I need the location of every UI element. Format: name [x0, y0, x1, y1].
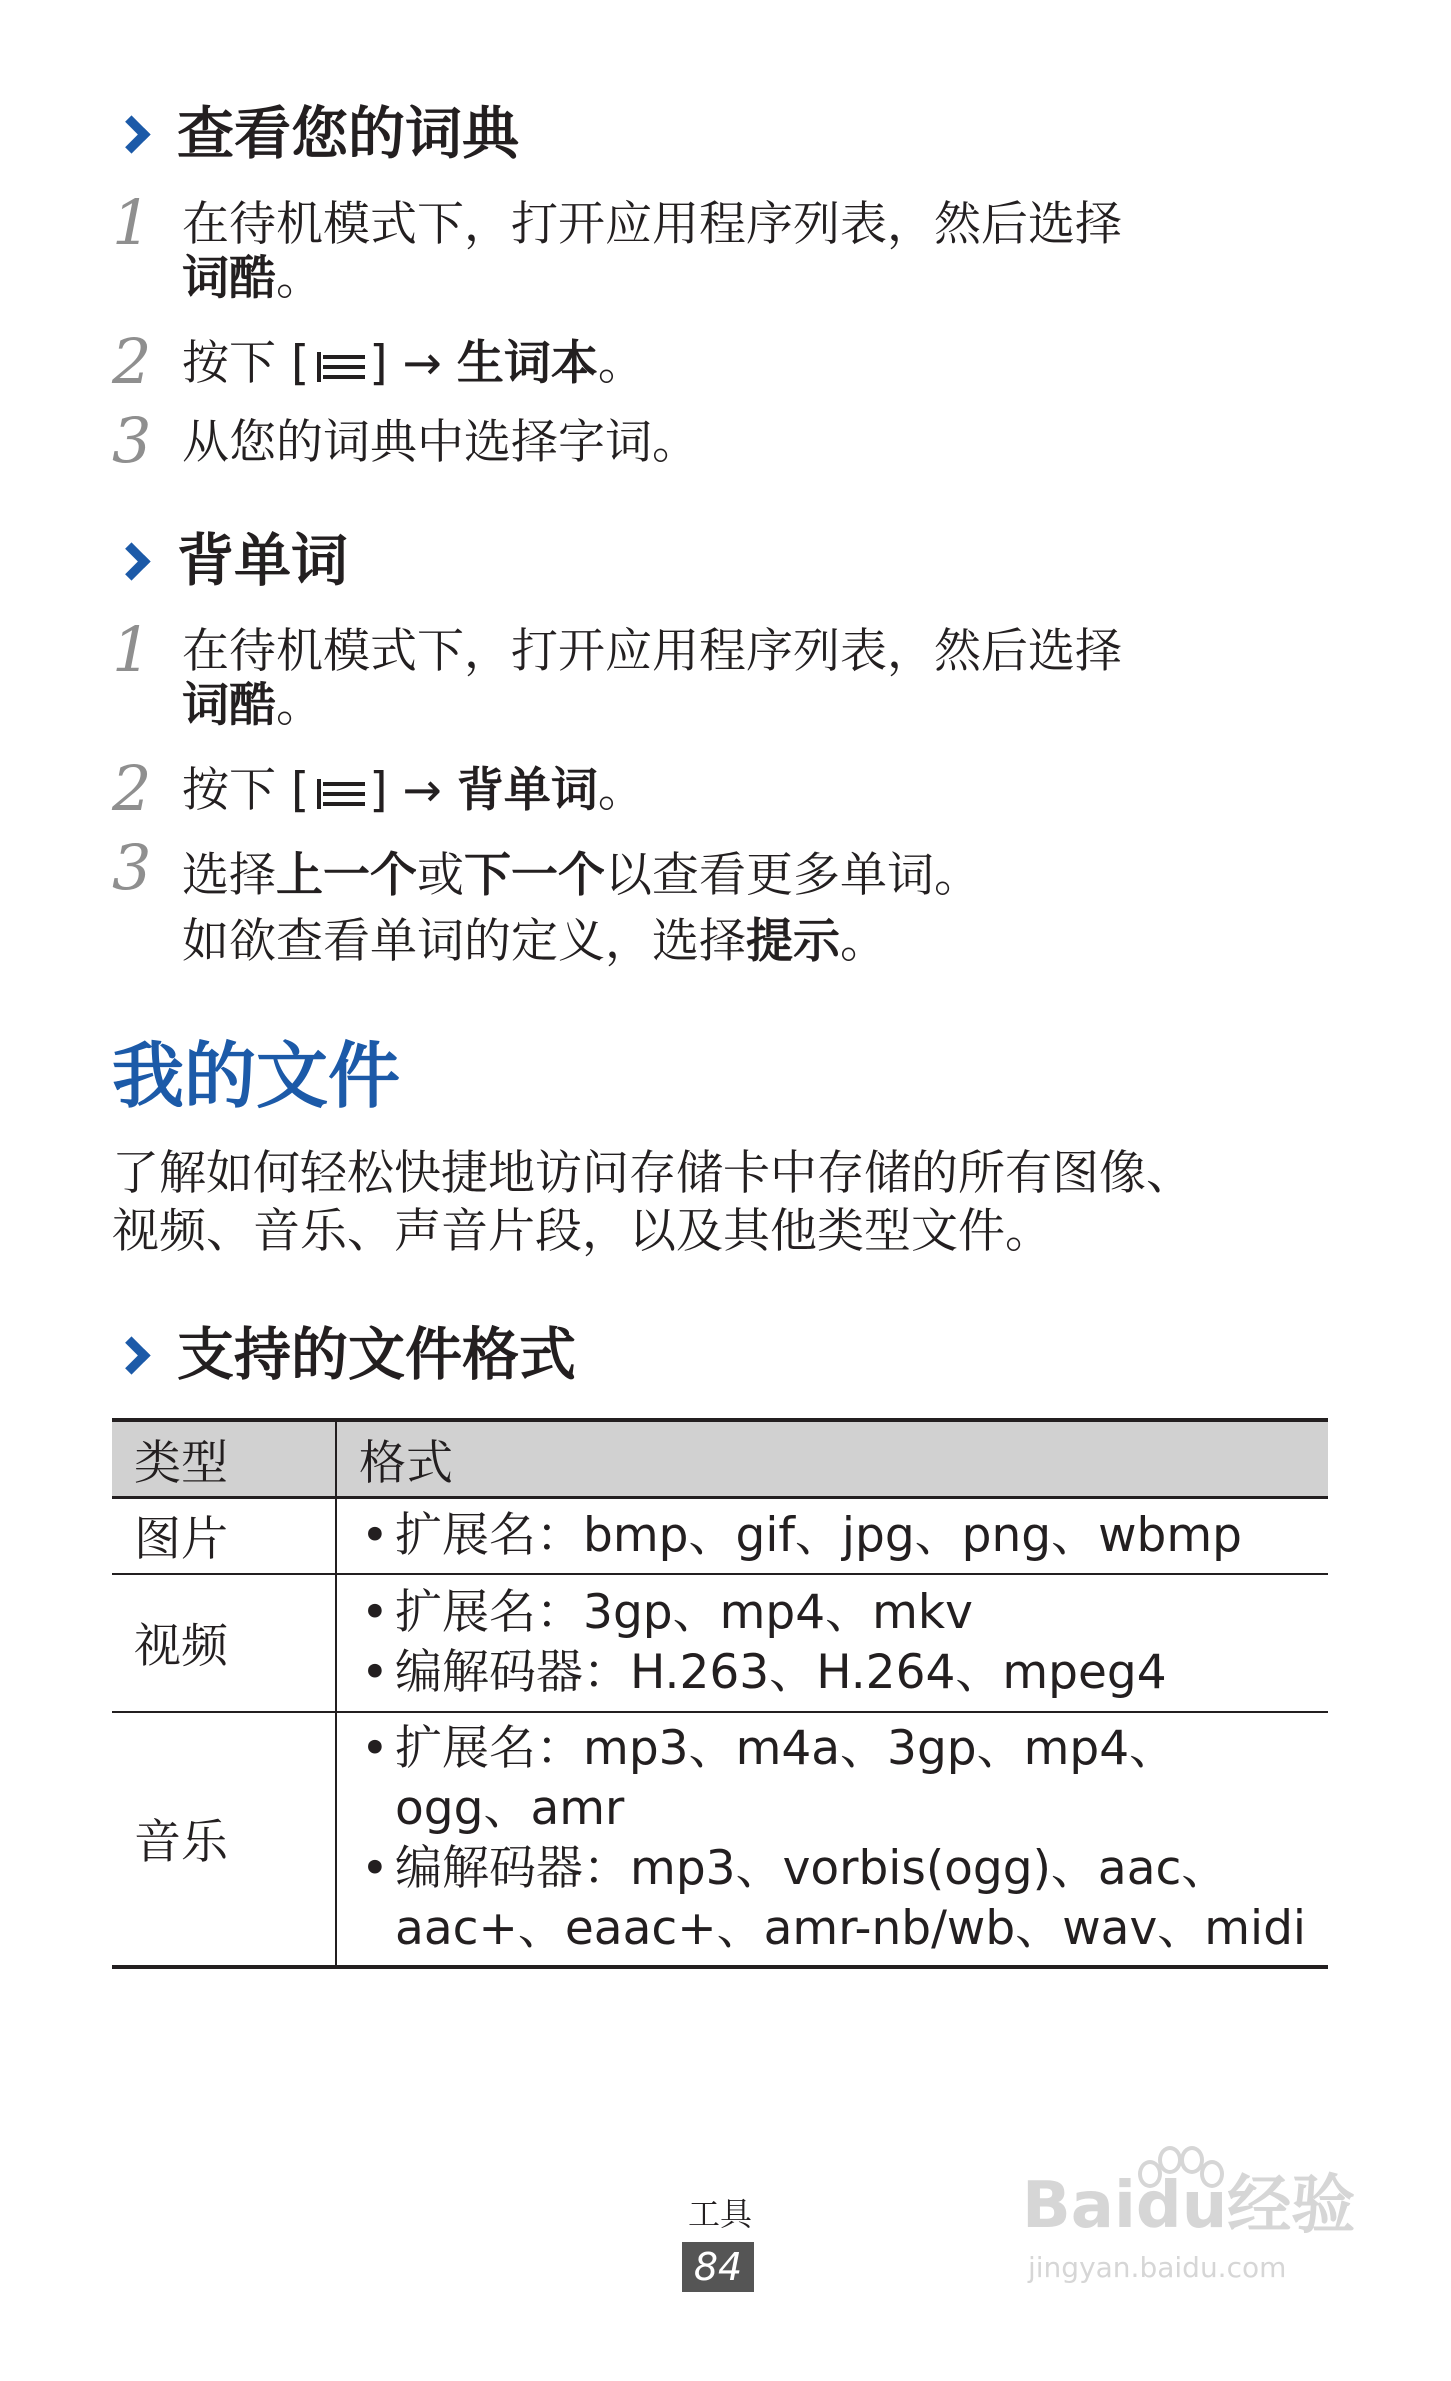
format-line-continued: ogg、amr: [395, 1780, 625, 1836]
intro-line: 了解如何轻松快捷地访问存储卡中存储的所有图像、: [112, 1146, 1193, 1201]
step-text-post: ] →: [369, 763, 457, 818]
chevron-right-icon: [112, 1336, 150, 1374]
step-number: 3: [112, 404, 152, 477]
option-hint: 提示: [746, 914, 840, 969]
type-cell: 视频: [112, 1574, 336, 1712]
watermark-url: jingyan.baidu.com: [1028, 2251, 1287, 2284]
step-number: 3: [112, 831, 152, 904]
punct: 。: [276, 678, 323, 733]
step-text: 在待机模式下，打开应用程序列表，然后选择: [182, 197, 1122, 252]
table-row: [112, 1574, 1328, 1712]
column-header: 格式: [336, 1420, 1328, 1498]
step-text-mid: 或: [417, 848, 464, 903]
punct: 。: [840, 914, 887, 969]
format-line: • 扩展名：bmp、gif、jpg、png、wbmp: [359, 1506, 1306, 1566]
step-number: 2: [112, 752, 152, 825]
step-number: 2: [112, 325, 152, 398]
step-text-pre: 选择: [182, 848, 276, 903]
step-number: 1: [112, 613, 152, 686]
chevron-right-icon: [112, 115, 150, 153]
menu-key-icon: [313, 779, 365, 809]
section-heading-memorize: [112, 528, 348, 594]
punct: 。: [276, 251, 323, 306]
menu-option: 背单词: [456, 763, 598, 818]
section-heading-text: 支持的文件格式: [177, 1322, 576, 1388]
menu-option: 生词本: [456, 336, 598, 391]
section-heading-text: 查看您的词典: [177, 101, 519, 167]
section-heading-formats: [112, 1322, 576, 1388]
chevron-right-icon: [112, 542, 150, 580]
step-number: 1: [112, 186, 152, 259]
option-previous: 上一个: [276, 848, 417, 903]
step-text-post: ] →: [369, 336, 457, 391]
type-cell: 图片: [112, 1498, 336, 1574]
app-name-ciku: 词酷: [182, 251, 276, 306]
format-line: • 编解码器：mp3、vorbis(ogg)、aac、: [359, 1839, 1306, 1899]
punct: 。: [597, 336, 645, 391]
table-row: [112, 1712, 1328, 1967]
format-line: • 扩展名：mp3、m4a、3gp、mp4、: [359, 1719, 1306, 1779]
punct: 。: [597, 763, 645, 818]
intro-paragraph: [112, 1145, 1362, 1261]
table-header-row: [112, 1420, 1328, 1498]
type-cell: 音乐: [112, 1712, 336, 1967]
section-heading-dictionary: [112, 101, 519, 167]
step-text-post: 以查看更多单词。: [605, 848, 981, 903]
step-text-line2: 如欲查看单词的定义，选择: [182, 914, 746, 969]
baidu-watermark: [1022, 2146, 1362, 2296]
app-name-ciku: 词酷: [182, 678, 276, 733]
page-number: 84: [682, 2242, 754, 2292]
format-line-continued: aac+、eaac+、amr-nb/wb、wav、midi: [395, 1900, 1306, 1956]
step-text-pre: 按下 [: [182, 336, 310, 391]
step-text: 从您的词典中选择字词。: [182, 415, 699, 470]
formats-table: [112, 1418, 1328, 1969]
option-next: 下一个: [464, 848, 605, 903]
page-title: 我的文件: [112, 1034, 401, 1118]
format-line: • 扩展名：3gp、mp4、mkv: [359, 1583, 1306, 1643]
intro-line: 视频、音乐、声音片段，以及其他类型文件。: [112, 1204, 1052, 1259]
section-heading-text: 背单词: [177, 528, 348, 594]
menu-key-icon: [313, 352, 365, 382]
table-row: [112, 1498, 1328, 1574]
format-line: • 编解码器：H.263、H.264、mpeg4: [359, 1643, 1306, 1703]
footer-chapter: 工具: [688, 2195, 753, 2233]
column-header: 类型: [112, 1420, 336, 1498]
step-text: 在待机模式下，打开应用程序列表，然后选择: [182, 624, 1122, 679]
watermark-text: Baidu经验: [1022, 2169, 1356, 2243]
step-text-pre: 按下 [: [182, 763, 310, 818]
